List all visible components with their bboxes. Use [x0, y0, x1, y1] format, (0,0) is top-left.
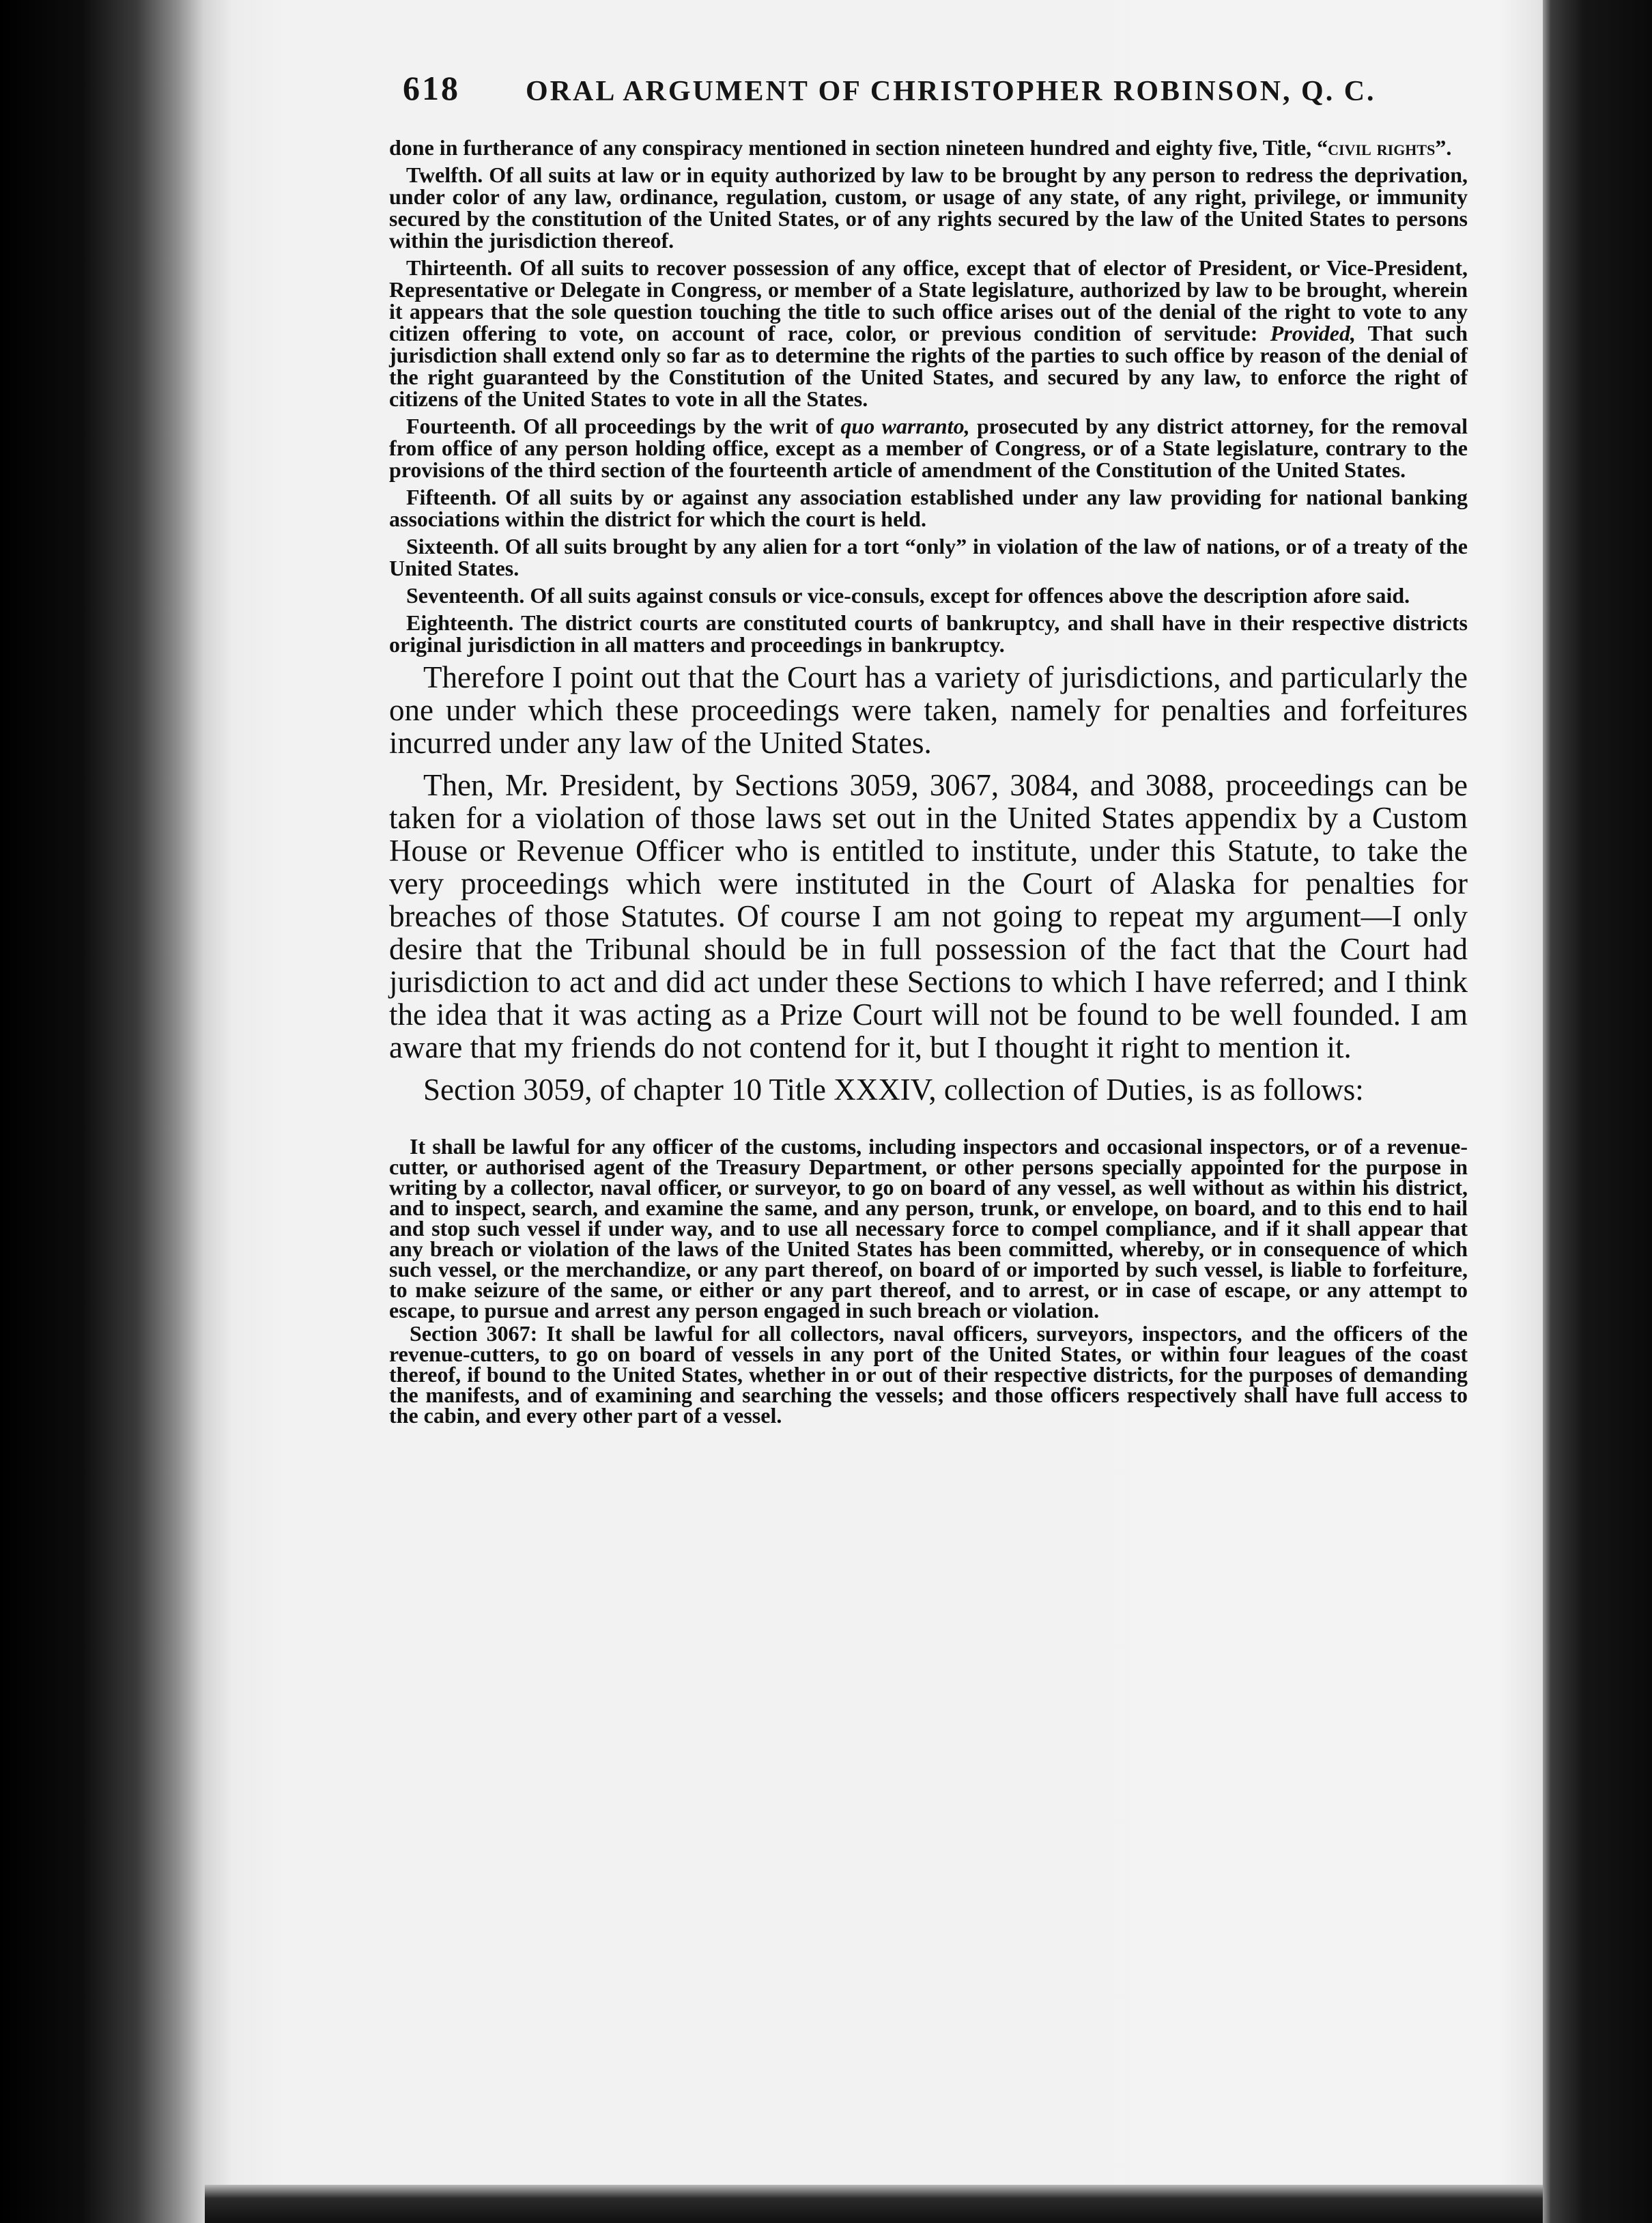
argument-paragraph: Section 3059, of chapter 10 Title XXXIV, collection of Duties, is as follows: [423, 1073, 1364, 1107]
page-number: 618 [403, 69, 460, 107]
statute-text: Thirteenth. Of all suits to recover possession of any office, except that of elector of President, or Vice-President, Representative or Delegate in Congress, or member of a State legislature, authorized by law to be brought, wherein it appears that the sole question touching the title to such office arises out of the denial of the right to vote to any citizen offering to vote, on account of race, color, or previous condition of servitude: [389, 255, 1468, 345]
small-caps-title: civil rights [1328, 135, 1436, 160]
statute-twelfth: Twelfth. Of all suits at law or in equity authorized by law to be brought by any person to redress the deprivation, under color of any law, ordinance, regulation, custom, or usage of any state, of any right, privilege, or immunity secured by the constitution of the United States, or of any rights secured by the law of the United States to persons within the jurisdiction thereof. [389, 162, 1468, 253]
page-bottom-shadow [205, 2185, 1543, 2223]
page-body [389, 137, 1468, 1428]
italic-term: quo warranto, [840, 414, 970, 438]
statute-seventeenth: Seventeenth. Of all suits against consuls or vice-consuls, except for offences above the description afore said. [406, 583, 1410, 608]
statute-text: prosecuted by any district attorney, for the removal from office of any person holding office, except as a member of Congress, or of a State legislature, contrary to the provisions of the third section of the fourteenth article of amendment of the Constitution of the United States. [389, 414, 1468, 482]
statute-eighteenth: Eighteenth. The district courts are constituted courts of bankruptcy, and shall have in their respective districts original jurisdiction in all matters and proceedings in bankruptcy. [389, 610, 1468, 657]
statute-thirteenth [389, 257, 1468, 410]
statute-text-end: ”. [1435, 135, 1452, 160]
statute-fifteenth: Fifteenth. Of all suits by or against any association established under any law providing for national banking associations within the district for which the court is held. [389, 485, 1468, 531]
argument-paragraph: Then, Mr. President, by Sections 3059, 3067, 3084, and 3088, proceedings can be taken for a violation of those laws set out in the United States appendix by a Custom House or Revenue Officer who is entitled to institute, under this Statute, to take the very proceedings which were instituted in the Court of Alaska for penalties for breaches of those Statutes. Of course I am not going to repeat my argument—I only desire that the Tribunal should be in full possession of the fact that the Court had jurisdiction to act and did act under these Sections to which I have referred; and I think the idea that it was acting as a Prize Court will not be found to be well founded. I am aware that my friends do not contend for it, but I thought it right to mention it. [389, 768, 1468, 1064]
statute-text: Fourteenth. Of all proceedings by the writ of [406, 414, 841, 438]
statute-fourteenth [389, 415, 1468, 481]
book-spine-shadow [0, 0, 205, 2223]
statute-paragraph-continued [389, 137, 1468, 158]
statute-sixteenth: Sixteenth. Of all suits brought by any alien for a tort “only” in violation of the law of nations, or of a treaty of the United States. [389, 534, 1468, 580]
statute-text: done in furtherance of any conspiracy mentioned in section nineteen hundred and eighty five, Title, “ [389, 135, 1328, 160]
argument-paragraph: Therefore I point out that the Court has a variety of jurisdictions, and particularly the one under which these proceedings were taken, namely for penalties and forfeitures incurred under any law of the United States. [389, 660, 1468, 760]
quoted-section-3067: Section 3067: It shall be lawful for all collectors, naval officers, surveyors, inspectors, and the officers of the revenue-cutters, to go on board of vessels in any port of the United States, or within four leagues of the coast thereof, if bound to the United States, whether in or out of their respective districts, for the purposes of demanding the manifests, and of examining and searching the vessels; and those officers respectively shall have full access to the cabin, and every other part of a vessel. [389, 1321, 1468, 1428]
statute-text: That such jurisdiction shall extend only so far as to determine the rights of the parties to such office by reason of the denial of the right guaranteed by the Constitution of the United States, and secured by any law, to enforce the right of citizens of the United States to vote in all the States. [389, 321, 1468, 411]
italic-term: Provided, [1270, 321, 1356, 345]
page-header [403, 68, 1376, 116]
page-edge-shadow [1543, 0, 1652, 2223]
quoted-section-3059: It shall be lawful for any officer of the customs, including inspectors and occasional inspectors, or of a revenue-cutter, or authorised agent of the Treasury Department, or other persons specially appointed for the purpose in writing by a collector, naval officer, or surveyor, to go on board of any vessel, as well without as within his district, and to inspect, search, and examine the same, and any person, trunk, or envelope, on board, and to this end to hail and stop such vessel if under way, and to use all necessary force to compel compliance, and if it shall appear that any breach or violation of the laws of the United States has been committed, whereby, or in consequence of which such vessel, or the merchandize, or any part thereof, on board of or imported by such vessel, is liable to forfeiture, to make seizure of the same, or either or any part thereof, and to arrest, or in case of escape, or any attempt to escape, to pursue and arrest any person engaged in such breach or violation. [389, 1134, 1468, 1322]
running-head: ORAL ARGUMENT OF CHRISTOPHER ROBINSON, Q. C. [526, 76, 1376, 107]
